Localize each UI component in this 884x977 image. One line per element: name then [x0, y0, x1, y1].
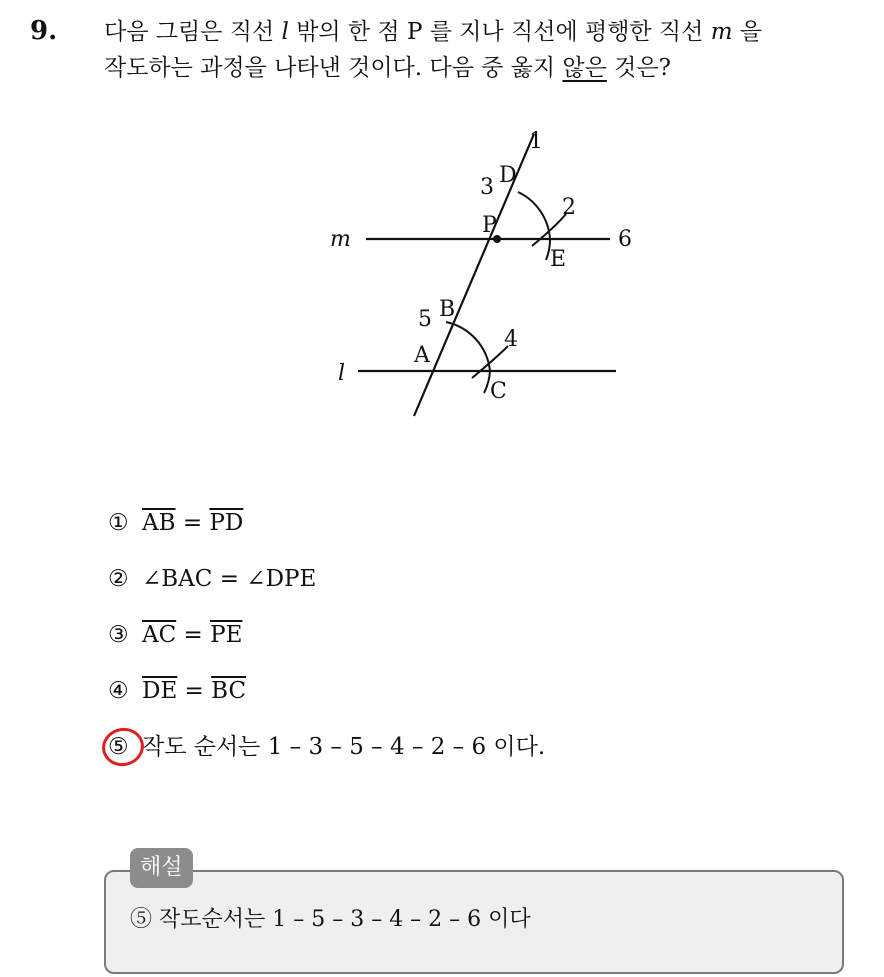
label-1: 1 [529, 129, 543, 154]
stem-line-2: 작도하는 과정을 나타낸 것이다. 다음 중 옳지 않은 것은? [104, 55, 671, 81]
label-c: C [490, 379, 507, 404]
choice-5[interactable] [108, 730, 545, 764]
label-e: E [550, 247, 567, 272]
solution-text: ⑤ 작도순서는 1 – 5 – 3 – 4 – 2 – 6 이다 [130, 907, 531, 932]
segment-b: $\overline{PD}$ [209, 510, 244, 536]
segment-a: $\overline{AB}$ [142, 510, 176, 536]
choice-number: ④ [108, 678, 129, 704]
arc-de [518, 192, 550, 260]
label-m: m [330, 227, 351, 252]
segment-b: $\overline{BC}$ [211, 678, 247, 704]
choice-1[interactable]: ① $\overline{AB} = \overline{PD}$ [108, 506, 243, 540]
choice-number: ① [108, 510, 129, 536]
label-4: 4 [504, 327, 518, 352]
choice-number: ② [108, 566, 129, 592]
arc-bc [446, 322, 490, 393]
label-3: 3 [480, 175, 494, 200]
angle-a: ∠BAC [142, 566, 213, 592]
segment-a: $\overline{AC}$ [142, 622, 177, 648]
question-stem [104, 14, 874, 86]
segment-b: $\overline{PE}$ [210, 622, 243, 648]
choice-text: 작도 순서는 1 – 3 – 5 – 4 – 2 – 6 이다. [142, 734, 546, 760]
construction-figure [300, 120, 660, 420]
label-l: l [338, 361, 346, 386]
choice-3[interactable]: ③ $\overline{AC} = \overline{PE}$ [108, 618, 242, 652]
choice-number: ⑤ [108, 734, 129, 760]
choice-2[interactable]: ② ∠BAC = ∠DPE [108, 562, 316, 596]
label-5: 5 [418, 307, 432, 332]
segment-a: $\overline{DE}$ [142, 678, 178, 704]
angle-b: ∠DPE [246, 566, 317, 592]
question-number: 9. [30, 16, 58, 46]
label-2: 2 [562, 195, 576, 220]
label-d: D [499, 163, 517, 188]
solution-tag: 해설 [130, 848, 193, 888]
choice-4[interactable]: ④ $\overline{DE} = \overline{BC}$ [108, 674, 246, 708]
stem-line-1: 다음 그림은 직선 l 밖의 한 점 P 를 지나 직선에 평행한 직선 m 을 [104, 19, 763, 45]
label-6: 6 [618, 227, 632, 252]
label-a: A [414, 343, 430, 368]
label-p: P [482, 213, 497, 238]
choice-number: ③ [108, 622, 129, 648]
emphasis-not: 않은 [562, 55, 607, 81]
label-b: B [439, 297, 456, 322]
